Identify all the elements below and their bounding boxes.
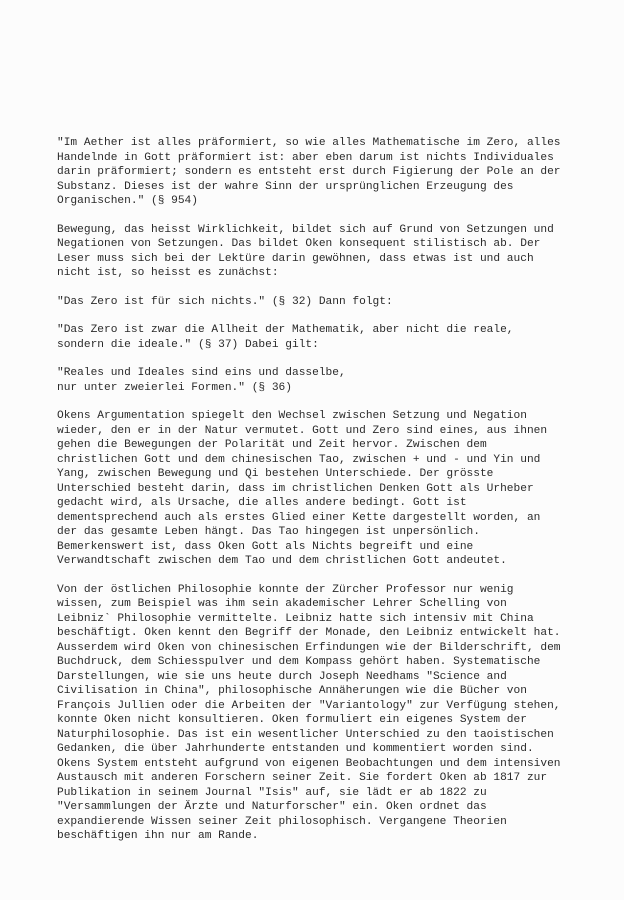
text-line: christlichen Gott und dem chinesischen Tao, zwischen + und - und Yin und [57,453,541,466]
text-line: "Im Aether ist alles präformiert, so wie alles Mathematische im Zero, alles [57,137,561,149]
text-line: Verwandtschaft zwischen dem Tao und dem christlichen Gott andeutet. [57,555,507,567]
text-line: Organischen." (§ 954) [57,195,198,207]
text-line: nur unter zweierlei Formen." (§ 36) [57,381,292,394]
text-line: Yang, zwischen Bewegung und Qi bestehen Unterschiede. Der grösste [57,468,494,480]
text-line: Leibniz` Philosophie vermittelte. Leibniz hatte sich intensiv mit China [57,612,534,625]
text-line: Negationen von Setzungen. Das bildet Oken konsequent stilistisch ab. Der [57,238,541,250]
paragraph [57,323,577,352]
paragraph [57,583,577,844]
paragraph [57,409,577,569]
text-line: Buchdruck, dem Schiesspulver und dem Kompass gehört haben. Systematische [57,656,541,668]
text-line: Ausserdem wird Oken von chinesischen Erfindungen wie der Bilderschrift, dem [57,641,561,654]
text-line: Substanz. Dieses ist der wahre Sinn der ursprünglichen Erzeugung des [57,180,514,193]
text-line: sondern die ideale." (§ 37) Dabei gilt: [57,338,319,351]
text-line: Okens Argumentation spiegelt den Wechsel zwischen Setzung und Negation [57,410,527,422]
text-line: Handelnde in Gott präformiert ist: aber eben darum ist nichts Individuales [57,151,554,164]
text-line: darin präformiert; sondern es entsteht erst durch Figierung der Pole an der [57,166,561,178]
text-line: expandierende Wissen seiner Zeit philosophisch. Vergangene Theorien [57,815,507,828]
text-line: Okens System entsteht aufgrund von eigenen Beobachtungen und dem intensiven [57,757,561,770]
text-line: wissen, zum Beispiel was ihm sein akademischer Lehrer Schelling von [57,598,507,610]
text-line: "Das Zero ist für sich nichts." (§ 32) Dann folgt: [57,295,393,308]
paragraph [57,223,577,281]
text-line: Naturphilosophie. Das ist ein wesentlicher Unterschied zu den taoistischen [57,728,554,741]
text-line: Publikation in seinem Journal "Isis" auf, sie lädt er ab 1822 zu [57,786,487,799]
document-body [57,136,577,858]
text-line: nicht ist, so heisst es zunächst: [57,267,279,279]
text-line: "Versammlungen der Ärzte und Naturforscher" ein. Oken ordnet das [57,801,487,813]
text-line: dementsprechend auch als erstes Glied einer Kette dargestellt worden, an [57,511,541,524]
text-line: Bewegung, das heisst Wirklichkeit, bildet sich auf Grund von Setzungen und [57,223,554,236]
paragraph [57,366,577,395]
text-line: der das gesamte Leben hängt. Das Tao hingegen ist unpersönlich. [57,526,480,538]
paragraph [57,295,577,310]
text-line: wieder, den er in der Natur vermutet. Gott und Zero sind eines, aus ihnen [57,424,548,437]
text-line: beschäftigen ihn nur am Rande. [57,830,259,842]
text-line: Civilisation in China", philosophische Annäherungen wie die Bücher von [57,685,527,697]
text-line: Von der östlichen Philosophie konnte der Zürcher Professor nur wenig [57,583,514,596]
text-line: Darstellungen, wie sie uns heute durch Joseph Needhams "Science and [57,670,507,683]
text-line: Austausch mit anderen Forschern seiner Zeit. Sie fordert Oken ab 1817 zur [57,772,548,784]
text-line: gedacht wird, als Ursache, die alles andere bedingt. Gott ist [57,497,467,509]
text-line: gehen die Bewegungen der Polarität und Zeit hervor. Zwischen dem [57,439,487,451]
text-line: "Reales und Ideales sind eins und dasselbe, [57,367,346,379]
text-line: Gedanken, die über Jahrhunderte entstanden und kommentiert worden sind. [57,743,534,755]
text-line: beschäftigt. Oken kennt den Begriff der Monade, den Leibniz entwickelt hat. [57,627,561,639]
text-line: Unterschied besteht darin, dass im christlichen Denken Gott als Urheber [57,482,534,495]
text-line: "Das Zero ist zwar die Allheit der Mathematik, aber nicht die reale, [57,324,514,336]
text-line: konnte Oken nicht konsultieren. Oken formuliert ein eigenes System der [57,714,527,726]
text-line: Bemerkenswert ist, dass Oken Gott als Nichts begreift und eine [57,540,474,553]
text-line: Leser muss sich bei der Lektüre darin gewöhnen, dass etwas ist und auch [57,252,534,265]
paragraph [57,136,577,209]
text-line: François Jullien oder die Arbeiten der "Variantology" zur Verfügung stehen, [57,699,561,712]
